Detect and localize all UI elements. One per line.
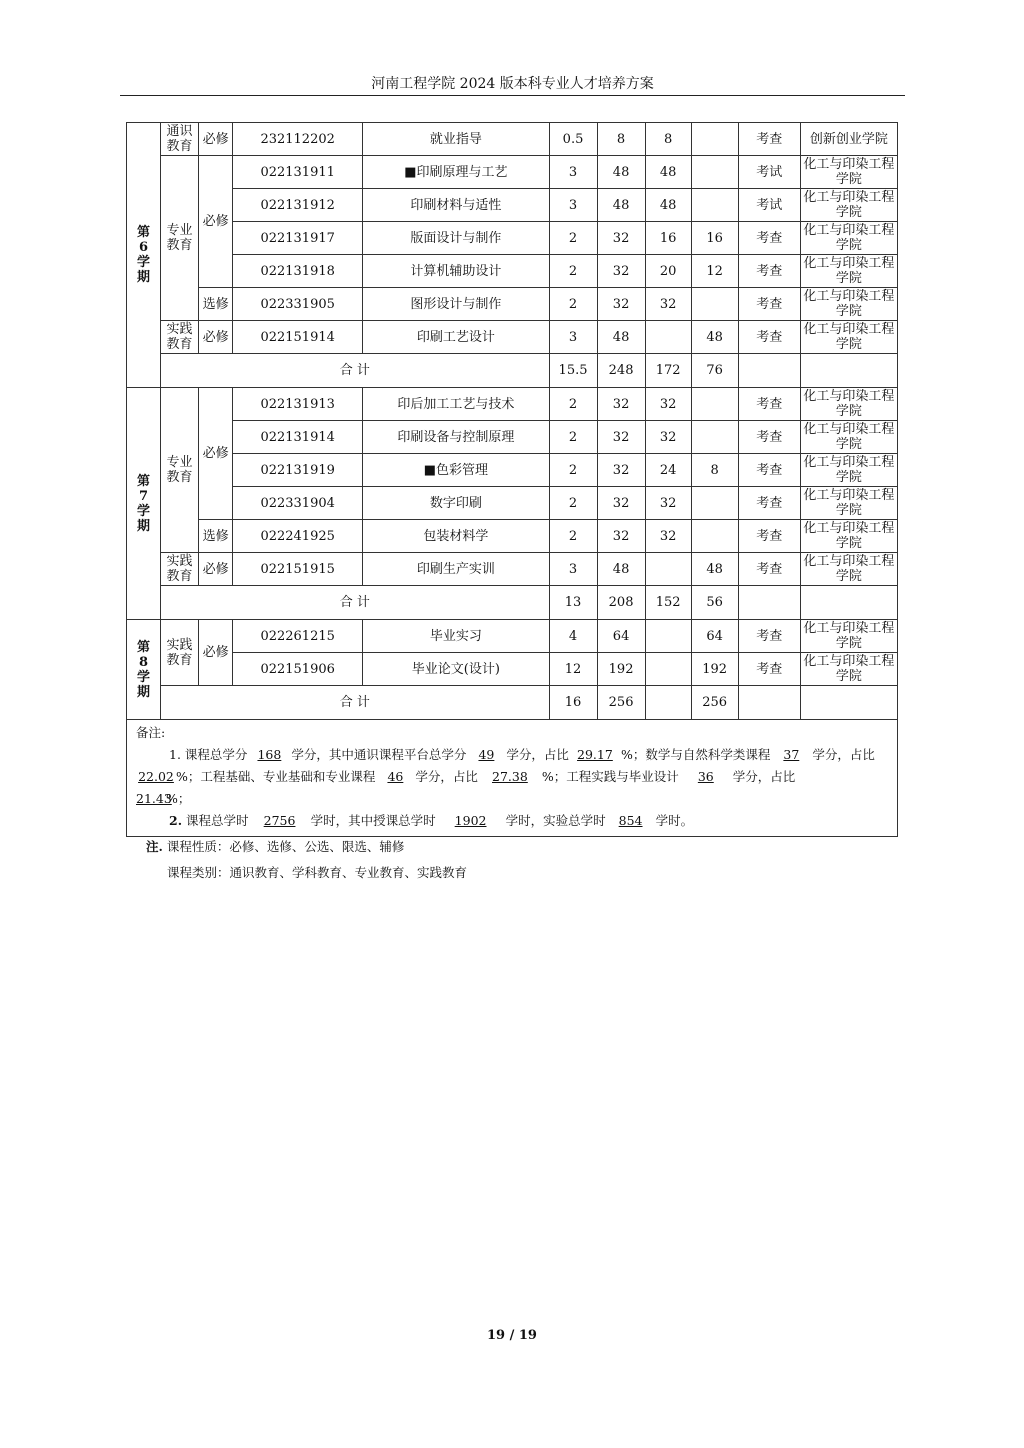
total-practice: 256 [691,686,738,720]
footnote-nature [146,834,886,860]
total-lecture [645,686,691,720]
nature-cell: 必修 [199,321,233,354]
dept-cell: 化工与印染工程学院 [800,189,897,222]
code-cell: 022131917 [233,222,363,255]
total-credits-value: 168 [257,747,282,762]
hours-cell: 32 [597,288,645,321]
total-credits: 13 [549,586,597,620]
hours-cell: 32 [597,454,645,487]
code-cell: 232112202 [233,123,363,156]
lecture-cell [645,620,691,653]
assessment-cell: 考查 [738,321,800,354]
lecture-cell: 48 [645,189,691,222]
course-name-cell: 包装材料学 [363,520,549,553]
note-text: 学分，占比 [415,769,478,784]
assessment-cell: 考查 [738,553,800,586]
code-cell: 022151914 [233,321,363,354]
nature-cell: 必修 [199,123,233,156]
hours-cell: 48 [597,189,645,222]
assessment-cell: 考查 [738,520,800,553]
course-name-cell: 计算机辅助设计 [363,255,549,288]
dept-cell: 化工与印染工程学院 [800,222,897,255]
table-row [127,653,898,686]
table-row [127,388,898,421]
hours-cell: 48 [597,321,645,354]
total-hours: 248 [597,354,645,388]
category-cell: 专业教育 [161,388,199,553]
dept-cell: 化工与印染工程学院 [800,520,897,553]
general-pct-value: 29.17 [577,747,613,762]
assessment-cell: 考查 [738,222,800,255]
practice-cell: 192 [691,653,738,686]
lab-hours-value: 854 [618,813,643,828]
lecture-cell: 32 [645,487,691,520]
total-dept [800,586,897,620]
footnote-label: 注. [146,839,163,854]
note-text: 学时，实验总学时 [505,813,606,828]
assessment-cell: 考查 [738,653,800,686]
assessment-cell: 考试 [738,189,800,222]
note-text: %；数学与自然科学类课程 [620,747,771,762]
total-row [127,586,898,620]
dept-cell: 创新创业学院 [800,123,897,156]
dept-cell: 化工与印染工程学院 [800,288,897,321]
practice-cell [691,421,738,454]
table-row [127,553,898,586]
footnote-text: 课程性质：必修、选修、公选、限选、辅修 [166,839,405,854]
credits-cell: 2 [549,487,597,520]
dept-cell: 化工与印染工程学院 [800,421,897,454]
lecture-cell: 8 [645,123,691,156]
code-cell: 022331905 [233,288,363,321]
lecture-cell: 32 [645,520,691,553]
note-text: 学分，占比 [812,747,875,762]
course-name-cell: 印刷生产实训 [363,553,549,586]
practice-cell: 48 [691,321,738,354]
credits-cell: 3 [549,321,597,354]
code-cell: 022131913 [233,388,363,421]
practice-cell [691,520,738,553]
eng-credits-value: 46 [387,769,404,784]
lecture-cell: 32 [645,288,691,321]
assessment-cell: 考查 [738,454,800,487]
total-hours-value: 2756 [263,813,296,828]
total-lecture: 152 [645,586,691,620]
nature-cell: 选修 [199,288,233,321]
page-number: 19 / 19 [487,1328,537,1343]
term-7-label: 第 7 学 期 [127,388,161,620]
total-label: 合 计 [161,686,549,720]
dept-cell: 化工与印染工程学院 [800,255,897,288]
general-credits-value: 49 [478,747,495,762]
notes-line-1b [136,766,888,788]
notes-line-2 [136,810,888,832]
dept-cell: 化工与印染工程学院 [800,553,897,586]
practice-cell: 16 [691,222,738,255]
table-row [127,189,898,222]
code-cell: 022151915 [233,553,363,586]
total-assessment [738,586,800,620]
credits-cell: 3 [549,553,597,586]
note-text: %；工程实践与毕业设计 [541,769,679,784]
category-cell: 实践教育 [161,620,199,686]
total-lecture: 172 [645,354,691,388]
header-rule [120,95,905,96]
hours-cell: 48 [597,156,645,189]
note-text: %； [166,791,191,806]
hours-cell: 8 [597,123,645,156]
assessment-cell: 考查 [738,123,800,156]
note-text: 1. 课程总学分 [169,747,248,762]
total-assessment [738,354,800,388]
lecture-cell: 24 [645,454,691,487]
credits-cell: 3 [549,156,597,189]
total-row [127,686,898,720]
course-name-cell: ■印刷原理与工艺 [363,156,549,189]
eng-pct-value: 27.38 [492,769,528,784]
course-name-cell: 毕业论文(设计) [363,653,549,686]
hours-cell: 32 [597,222,645,255]
total-dept [800,354,897,388]
notes-cell [127,720,898,837]
nature-cell: 必修 [199,553,233,586]
footnotes [146,834,886,886]
assessment-cell: 考查 [738,487,800,520]
note-text: 学分，其中通识课程平台总学分 [291,747,467,762]
credits-cell: 2 [549,222,597,255]
category-cell: 实践教育 [161,321,199,354]
category-cell: 实践教育 [161,553,199,586]
notes-title: 备注: [136,725,166,740]
dept-cell: 化工与印染工程学院 [800,653,897,686]
total-label: 合 计 [161,354,549,388]
course-name-cell: 印刷设备与控制原理 [363,421,549,454]
total-hours: 256 [597,686,645,720]
lecture-cell: 32 [645,421,691,454]
practice-cell [691,156,738,189]
course-name-cell: 毕业实习 [363,620,549,653]
code-cell: 022131918 [233,255,363,288]
table-row [127,156,898,189]
table-row [127,255,898,288]
category-cell: 通识教育 [161,123,199,156]
code-cell: 022331904 [233,487,363,520]
nature-cell: 必修 [199,620,233,686]
practice-cell [691,189,738,222]
practice-cell: 12 [691,255,738,288]
hours-cell: 32 [597,520,645,553]
course-name-cell: 图形设计与制作 [363,288,549,321]
notes-row [127,720,898,837]
practice-credits-value: 36 [697,769,714,784]
lecture-cell: 32 [645,388,691,421]
hours-cell: 32 [597,487,645,520]
lecture-cell [645,553,691,586]
code-cell: 022131914 [233,421,363,454]
dept-cell: 化工与印染工程学院 [800,388,897,421]
practice-cell: 64 [691,620,738,653]
hours-cell: 32 [597,421,645,454]
code-cell: 022151906 [233,653,363,686]
total-credits: 15.5 [549,354,597,388]
practice-cell [691,388,738,421]
practice-cell [691,487,738,520]
assessment-cell: 考查 [738,388,800,421]
code-cell: 022131911 [233,156,363,189]
nature-cell: 选修 [199,520,233,553]
lecture-cell: 16 [645,222,691,255]
assessment-cell: 考查 [738,421,800,454]
notes-line-1c [136,788,888,810]
hours-cell: 32 [597,255,645,288]
practice-cell [691,123,738,156]
table-row [127,520,898,553]
lecture-cell [645,653,691,686]
term-8-label: 第 8 学 期 [127,620,161,720]
table-row [127,421,898,454]
lecture-cell: 20 [645,255,691,288]
code-cell: 022131919 [233,454,363,487]
code-cell: 022241925 [233,520,363,553]
course-name-cell: 印刷工艺设计 [363,321,549,354]
total-hours: 208 [597,586,645,620]
category-cell: 专业教育 [161,156,199,321]
assessment-cell: 考试 [738,156,800,189]
note-number: 2. [169,813,183,828]
code-cell: 022131912 [233,189,363,222]
note-text: %；工程基础、专业基础和专业课程 [176,769,376,784]
page-header: 河南工程学院 2024 版本科专业人才培养方案 [371,76,654,92]
notes-line-1 [136,744,888,766]
total-practice: 76 [691,354,738,388]
table-row [127,487,898,520]
nature-cell: 必修 [199,156,233,288]
table-row [127,620,898,653]
credits-cell: 3 [549,189,597,222]
table-row [127,123,898,156]
credits-cell: 2 [549,255,597,288]
lecture-hours-value: 1902 [454,813,487,828]
credits-cell: 2 [549,288,597,321]
credits-cell: 2 [549,388,597,421]
total-row [127,354,898,388]
course-name-cell: 数字印刷 [363,487,549,520]
footnote-category: 课程类别：通识教育、学科教育、专业教育、实践教育 [167,865,468,880]
practice-pct-value: 21.43 [136,791,172,806]
assessment-cell: 考查 [738,620,800,653]
term-6-label: 第 6 学 期 [127,123,161,388]
credits-cell: 2 [549,520,597,553]
assessment-cell: 考查 [738,288,800,321]
credits-cell: 2 [549,454,597,487]
math-credits-value: 37 [783,747,800,762]
nature-cell: 必修 [199,388,233,520]
hours-cell: 32 [597,388,645,421]
dept-cell: 化工与印染工程学院 [800,487,897,520]
course-name-cell: 印后加工工艺与技术 [363,388,549,421]
dept-cell: 化工与印染工程学院 [800,156,897,189]
total-label: 合 计 [161,586,549,620]
lecture-cell: 48 [645,156,691,189]
dept-cell: 化工与印染工程学院 [800,454,897,487]
course-plan-table [126,122,898,837]
total-practice: 56 [691,586,738,620]
table-row [127,222,898,255]
credits-cell: 2 [549,421,597,454]
practice-cell: 48 [691,553,738,586]
math-pct-value: 22.02 [138,769,174,784]
table-row [127,454,898,487]
hours-cell: 192 [597,653,645,686]
lecture-cell [645,321,691,354]
note-text: 学时。 [655,813,694,828]
table-row [127,288,898,321]
note-text: 学分，占比 [506,747,569,762]
dept-cell: 化工与印染工程学院 [800,620,897,653]
credits-cell: 0.5 [549,123,597,156]
dept-cell: 化工与印染工程学院 [800,321,897,354]
course-name-cell: ■色彩管理 [363,454,549,487]
course-name-cell: 就业指导 [363,123,549,156]
practice-cell: 8 [691,454,738,487]
note-text: 课程总学时 [186,813,249,828]
note-text: 学分，占比 [732,769,796,784]
course-name-cell: 版面设计与制作 [363,222,549,255]
total-assessment [738,686,800,720]
course-name-cell: 印刷材料与适性 [363,189,549,222]
note-text: 学时，其中授课总学时 [310,813,436,828]
credits-cell: 4 [549,620,597,653]
practice-cell [691,288,738,321]
credits-cell: 12 [549,653,597,686]
assessment-cell: 考查 [738,255,800,288]
table-row [127,321,898,354]
code-cell: 022261215 [233,620,363,653]
total-credits: 16 [549,686,597,720]
total-dept [800,686,897,720]
hours-cell: 48 [597,553,645,586]
hours-cell: 64 [597,620,645,653]
